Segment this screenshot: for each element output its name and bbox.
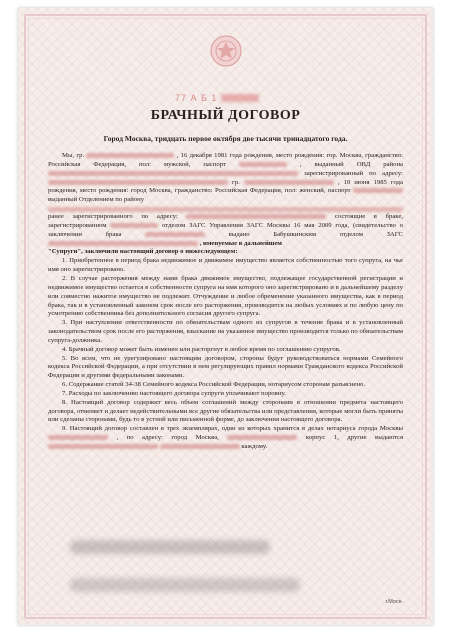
text-fragment: , 16 декабря 1981 года рождения, место рождения: xyxy=(176,152,325,159)
redacted-address xyxy=(48,180,228,185)
serial-number xyxy=(175,92,275,104)
text-fragment: гр. xyxy=(232,178,240,186)
redacted-details xyxy=(48,241,198,246)
spouses-paragraph xyxy=(48,248,403,257)
text-fragment: гор. Москва, гражданство: Российская Федерация, пол: мужской, паспорт xyxy=(48,152,403,168)
redacted-recipients xyxy=(48,444,158,449)
text-fragment: , по адресу: город Москва, xyxy=(116,434,219,442)
text-fragment: выдано Бабушкинским отделом ЗАГС xyxy=(228,230,403,238)
text-fragment: Мы, гр. xyxy=(62,152,85,159)
text-fragment: , выданный xyxy=(299,160,344,168)
text-fragment: каждому. xyxy=(241,443,268,450)
signature-redacted xyxy=(70,540,270,554)
clause-5: 5. Во всем, что не урегулировано настоящим договором, стороны будут руководствоваться нормами Семейного кодекса Российской Федерации, а при отсутствии в нем регулирующих правил нормами Гражданского кодекса Российской Федерации и другими федеральными законами. xyxy=(48,354,403,380)
clause-7: 7. Расходы по заключению настоящего договора супруги уплачивают поровну. xyxy=(62,389,286,397)
redacted-name xyxy=(86,153,174,158)
redacted-office xyxy=(110,223,158,228)
redacted-office xyxy=(48,171,298,176)
coat-of-arms-icon xyxy=(209,34,243,68)
clause-1: 1. Приобретенное в период брака недвижимое и движимое имущество является собственностью того супруга, на чье имя оно зарегистрировано. xyxy=(48,257,403,274)
text-fragment: , именуемые в дальнейшем xyxy=(199,239,282,247)
text-fragment: (свидетельство о заключении брака xyxy=(48,221,404,238)
clause-2: 2. В случае расторжения между нами брака движимое имущество, подлежащее государственной регистрации и недвижимое имущество остается в собственности супруга на имя которого оно зарегистрировано и в дальнейшему разделу или совместно нажитое имущество не подлежит. Отчуждение и любое обременение указанного имущества, как в период брака, так и в установленный законом срок после его расторжения, производится на любых условиях и по любую цену по усмотрению собственника без дополнительного согласия другого супруга. xyxy=(48,274,403,318)
serial-redacted xyxy=(221,94,259,102)
signature-redacted xyxy=(70,578,300,592)
clause-8: 8. Настоящий договор содержит весь объем соглашений между сторонами в отношении предмета настоящего договора, отменяет и делает недействительными все другие обязательства или представления, которые могли быть приняты или сделаны сторонами, будь то в устной или письменной форме, до заключения настоящего договора. xyxy=(48,398,403,424)
clause-4: 4. Брачный договор может быть изменен или расторгнут в любое время по соглашению супругов. xyxy=(62,345,341,353)
redacted-recipients xyxy=(160,444,240,449)
text-fragment: Российская Федерация, пол: женский, паспорт xyxy=(215,187,351,195)
redacted-notary xyxy=(48,435,108,440)
text-fragment: зарегистрированный по адресу: xyxy=(304,169,403,177)
text-fragment: "Супруги", заключили настоящий договор о нижеследующем: xyxy=(48,248,238,256)
document-body xyxy=(48,152,403,452)
clause-6: 6. Содержание статей 34-38 Семейного кодекса Российской Федерации, нотариусом сторонам разъяснено. xyxy=(62,381,366,389)
text-fragment: , 10 июня 1985 года рождения, место рождения: город Москва, гражданство: xyxy=(48,178,404,195)
redacted-address xyxy=(186,214,326,219)
text-fragment: отделом ЗАГС Управления ЗАГС Москвы 16 мая 2009 года, xyxy=(162,221,350,229)
redacted-passport xyxy=(239,162,287,167)
text-fragment: корпус 1, другие выдаются xyxy=(305,434,404,442)
serial-prefix: 77 А Б 1 xyxy=(175,93,218,103)
document-sheet xyxy=(18,8,433,625)
redacted-line xyxy=(48,207,403,212)
text-fragment: выданный Отделением по району xyxy=(48,196,145,204)
document-title: БРАЧНЫЙ ДОГОВОР xyxy=(150,108,301,123)
footer-note: г.Моск- xyxy=(385,599,403,605)
place-and-date: Город Москва, тридцать первое октября две тысячи тринадцатого года. xyxy=(103,134,348,143)
parties-paragraph xyxy=(48,152,403,248)
redacted-certificate xyxy=(145,232,205,237)
text-fragment: ранее зарегистрированного по адресу: xyxy=(48,213,178,221)
redacted-name xyxy=(244,180,334,185)
text-fragment: браке, зарегистрированном xyxy=(48,213,404,229)
text-fragment: ОВД района xyxy=(356,160,404,168)
text-fragment: состоящие в xyxy=(334,213,377,221)
redacted-address xyxy=(227,435,297,440)
redacted-passport xyxy=(353,188,403,193)
clause-9 xyxy=(48,425,403,452)
text-fragment: 9. Настоящий договор составлен в трех экземплярах, один из которых хранится в делах нотариуса города Москвы xyxy=(62,425,403,433)
clause-3: 3. При наступлении ответственности по обязательствам одного из супругов в течение брака и в установленный законодательством срок после его расторжения, взыскание на указанное имущество производится только по обязательствам супруга-должника. xyxy=(48,319,403,344)
